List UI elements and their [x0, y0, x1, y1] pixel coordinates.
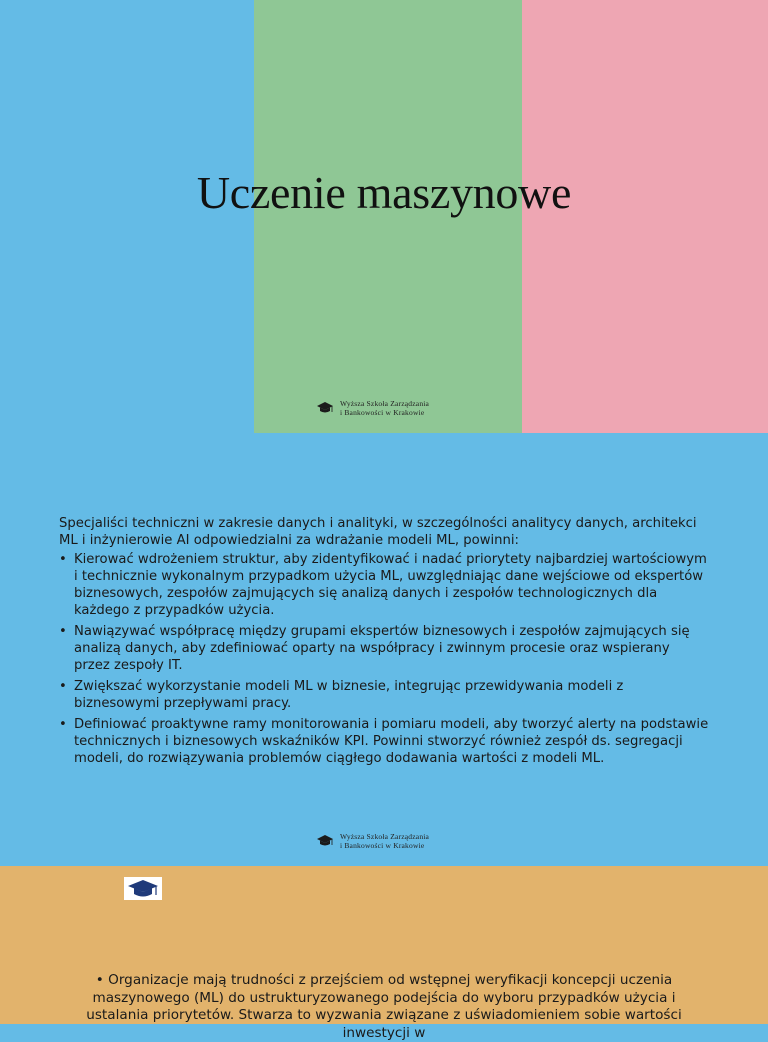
organizations-text: • Organizacje mają trudności z przejściem od wstępnej weryfikacji koncepcji uczenia maszynowego (ML) do ustrukturyzowanego podejścia do wyboru przypadków użycia i ustalania priorytetów. Stwarza to wyzwania związane z uświadomieniem sobie wartości inwestycji w [86, 972, 682, 1041]
school-logo-text [340, 399, 429, 417]
organizations-slide [0, 866, 768, 1041]
school-logo-text [340, 832, 429, 850]
bullet-item: • Definiować proaktywne ramy monitorowania i pomiaru modeli, aby tworzyć alerty na podstawie technicznych i biznesowych wskaźników KPI. Powinni stworzyć również zespół ds. segregacji modeli, do rozwiązywania problemów ciągłego dodawania wartości z modeli ML. [59, 716, 709, 767]
graduation-cap-badge [124, 877, 162, 900]
title-slide [0, 0, 768, 433]
school-logo-line1: Wyższa Szkoła Zarządzania [340, 399, 430, 408]
content-slide [0, 433, 768, 866]
school-logo-line1: Wyższa Szkoła Zarządzania [340, 832, 430, 841]
school-logo-line2: i Bankowości w Krakowie [340, 408, 425, 417]
graduation-cap-icon [126, 879, 160, 899]
graduation-cap-icon [316, 834, 334, 848]
school-logo-line2: i Bankowości w Krakowie [340, 841, 425, 850]
school-logo [316, 832, 429, 850]
school-logo [316, 399, 429, 417]
intro-paragraph: Specjaliści techniczni w zakresie danych i analityki, w szczególności analitycy danych, architekci ML i inżynierowie AI odpowiedzialni za wdrażanie modeli ML, powinni: [59, 516, 697, 548]
content-text-block [59, 515, 709, 771]
graduation-cap-icon [316, 401, 334, 415]
bullet-item: • Zwiększać wykorzystanie modeli ML w biznesie, integrując przewidywania modeli z biznesowymi przepływami pracy. [59, 678, 709, 712]
bullet-list [59, 551, 709, 767]
slide-title: Uczenie maszynowe [196, 167, 572, 218]
bullet-item: • Nawiązywać współpracę między grupami ekspertów biznesowych i zespołów zajmujących się analizą danych, aby zdefiniować oparty na współpracy i zwinnym procesie oraz wspierany przez zespoły IT. [59, 623, 709, 674]
bullet-item: • Kierować wdrożeniem struktur, aby zidentyfikować i nadać priorytety najbardziej wartościowym i technicznie wykonalnym przypadkom użycia ML, uwzględniając dane wejściowe od ekspertów biznesowych, zespołów zajmujących się analizą danych i zespołów technologicznych dla każdego z przypadków użycia. [59, 551, 709, 619]
